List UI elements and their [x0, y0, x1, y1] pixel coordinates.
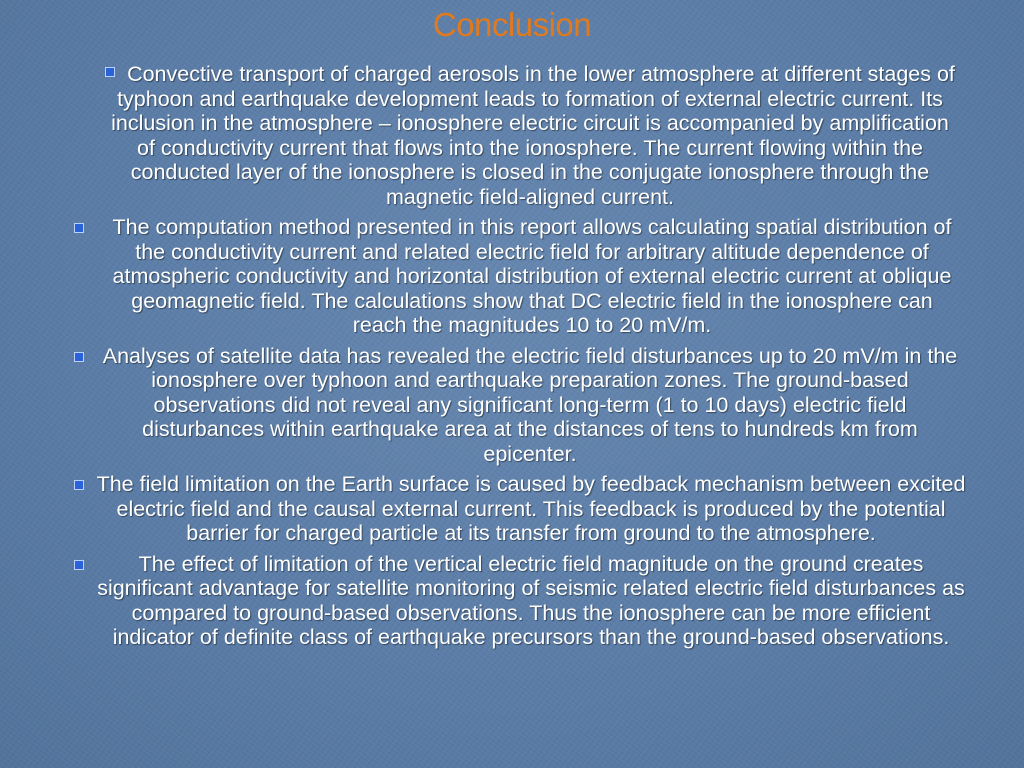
square-bullet-icon: [74, 352, 84, 362]
square-bullet-icon: [74, 480, 84, 490]
bullet-text: The field limitation on the Earth surface is caused by feedback mechanism between excited electric field and the causal external current. This feedback is produced by the potential barrier for charged particle at its transfer from ground to the atmosphere.: [96, 472, 966, 545]
bullet-text: The effect of limitation of the vertical electric field magnitude on the ground creates significant advantage for satellite monitoring of seismic related electric field disturbances as compared to ground-based observations. Thus the ionosphere can be more efficient indicator of definite class of earthquake precursors than the ground-based observations.: [97, 551, 965, 649]
bullet-text: Analyses of satellite data has revealed the electric field disturbances up to 20 mV/m in the ionosphere over typhoon and earthquake preparation zones. The ground-based observations did not reveal any significant long-term (1 to 10 days) electric field disturbances within earthquake area at the distances of tens to hundreds km from epicenter.: [102, 343, 958, 466]
bullet-text: The computation method presented in this report allows calculating spatial distribution of the conductivity current and related electric field for arbitrary altitude dependence of atmospheric conductivity and horizontal distribution of external electric current at oblique geomagnetic field. The calculations show that DC electric field in the ionosphere can reach the magnitudes 10 to 20 mV/m.: [112, 215, 952, 337]
bullet-item: [70, 62, 970, 209]
bullet-text: Convective transport of charged aerosols in the lower atmosphere at different stages of typhoon and earthquake development leads to formation of external electric current. Its inclusion in the atmosphere – ionosphere electric circuit is accompanied by amplification of conductivity current that flows into the ionosphere. The current flowing within the conducted layer of the ionosphere is closed in the conjugate ionosphere through the magnetic field-aligned current.: [111, 62, 955, 209]
bullet-list: [70, 62, 970, 650]
square-bullet-icon: [74, 560, 84, 570]
square-bullet-icon: [105, 67, 115, 77]
bullet-item: [70, 215, 970, 338]
bullet-item: [70, 552, 970, 650]
square-bullet-icon: [74, 223, 84, 233]
slide-title: Conclusion: [432, 6, 592, 43]
bullet-item: [70, 344, 970, 467]
bullet-item: [70, 472, 970, 546]
